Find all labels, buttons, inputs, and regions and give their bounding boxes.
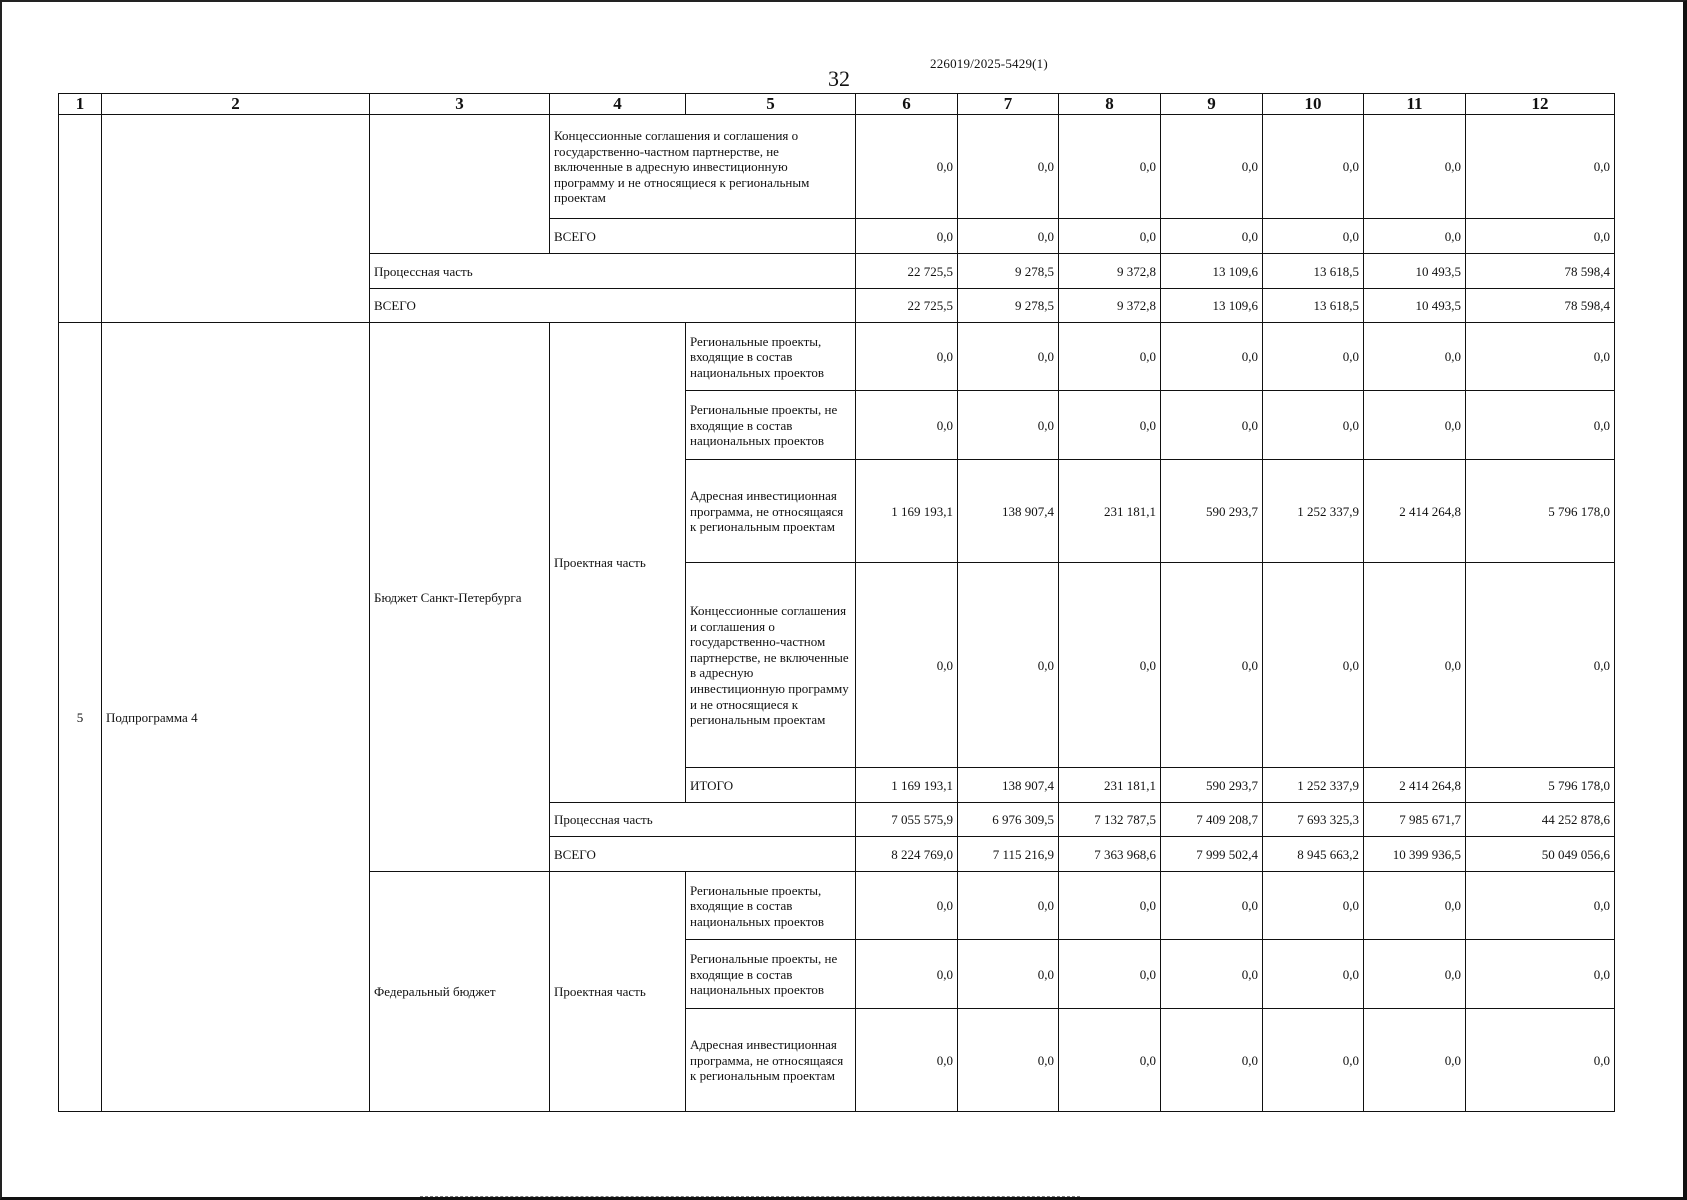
value-cell: 0,0 [856,219,958,254]
value-cell: 7 409 208,7 [1161,803,1263,837]
value-cell: 8 224 769,0 [856,837,958,872]
value-cell: 0,0 [958,391,1059,460]
value-cell: 5 796 178,0 [1466,768,1615,803]
value-cell: 13 109,6 [1161,254,1263,289]
value-cell: 0,0 [856,1009,958,1112]
source-cell [370,115,550,254]
value-cell: 0,0 [1161,872,1263,940]
value-cell: 50 049 056,6 [1466,837,1615,872]
value-cell: 9 372,8 [1059,289,1161,323]
header-cell: 2 [102,94,370,115]
header-cell: 9 [1161,94,1263,115]
funding-source: Федеральный бюджет [370,872,550,1112]
value-cell: 0,0 [1466,563,1615,768]
value-cell: 8 945 663,2 [1263,837,1364,872]
table-row [59,115,1615,219]
value-cell: 590 293,7 [1161,460,1263,563]
value-cell: 0,0 [1263,563,1364,768]
value-cell: 0,0 [1364,391,1466,460]
value-cell: 0,0 [1161,115,1263,219]
value-cell: 138 907,4 [958,768,1059,803]
value-cell: 0,0 [1263,940,1364,1009]
header-cell: 11 [1364,94,1466,115]
value-cell: 0,0 [1263,323,1364,391]
value-cell: 0,0 [1161,219,1263,254]
value-cell: 13 618,5 [1263,254,1364,289]
row-label: Процессная часть [550,803,856,837]
value-cell: 0,0 [1466,391,1615,460]
project-part-label: Проектная часть [550,872,686,1112]
value-cell: 231 181,1 [1059,768,1161,803]
value-cell: 0,0 [1364,1009,1466,1112]
value-cell: 22 725,5 [856,289,958,323]
value-cell: 0,0 [1161,940,1263,1009]
value-cell: 0,0 [1059,563,1161,768]
value-cell: 0,0 [958,115,1059,219]
value-cell: 0,0 [1059,323,1161,391]
row-label: Региональные проекты, не входящие в состав национальных проектов [686,391,856,460]
value-cell: 231 181,1 [1059,460,1161,563]
value-cell: 0,0 [1161,563,1263,768]
value-cell: 0,0 [1059,940,1161,1009]
value-cell: 0,0 [1263,115,1364,219]
value-cell: 6 976 309,5 [958,803,1059,837]
value-cell: 1 169 193,1 [856,768,958,803]
value-cell: 7 115 216,9 [958,837,1059,872]
header-cell: 1 [59,94,102,115]
value-cell: 0,0 [1466,323,1615,391]
value-cell: 1 169 193,1 [856,460,958,563]
value-cell: 138 907,4 [958,460,1059,563]
value-cell: 0,0 [1263,872,1364,940]
value-cell: 0,0 [958,563,1059,768]
value-cell: 5 796 178,0 [1466,460,1615,563]
subprogram-name: Подпрограмма 4 [102,323,370,1112]
header-cell: 12 [1466,94,1615,115]
value-cell: 9 278,5 [958,254,1059,289]
value-cell: 10 493,5 [1364,289,1466,323]
row-label: ИТОГО [686,768,856,803]
table-row [59,323,1615,391]
header-cell: 8 [1059,94,1161,115]
value-cell: 44 252 878,6 [1466,803,1615,837]
funding-source: Бюджет Санкт-Петербурга [370,323,550,872]
row-label: Концессионные соглашения и соглашения о государственно-частном партнерстве, не включенные в адресную инвестиционную программу и не относящиеся к региональным проектам [550,115,856,219]
value-cell: 9 278,5 [958,289,1059,323]
document-number: 226019/2025-5429(1) [930,56,1048,71]
value-cell: 78 598,4 [1466,254,1615,289]
value-cell: 0,0 [1466,1009,1615,1112]
value-cell: 0,0 [1364,323,1466,391]
row-label: ВСЕГО [550,837,856,872]
value-cell: 7 693 325,3 [1263,803,1364,837]
row-label: ВСЕГО [370,289,856,323]
value-cell: 0,0 [1161,1009,1263,1112]
value-cell: 0,0 [1263,219,1364,254]
value-cell: 0,0 [1466,115,1615,219]
value-cell: 0,0 [1466,219,1615,254]
value-cell: 0,0 [856,940,958,1009]
value-cell: 0,0 [1364,219,1466,254]
value-cell: 0,0 [1263,1009,1364,1112]
value-cell: 7 132 787,5 [1059,803,1161,837]
value-cell: 1 252 337,9 [1263,768,1364,803]
header-cell: 6 [856,94,958,115]
header-cell: 5 [686,94,856,115]
value-cell: 0,0 [958,219,1059,254]
value-cell: 0,0 [856,391,958,460]
value-cell: 9 372,8 [1059,254,1161,289]
row-number: 5 [59,323,102,1112]
value-cell: 0,0 [958,1009,1059,1112]
value-cell: 0,0 [856,563,958,768]
value-cell: 0,0 [1466,872,1615,940]
value-cell: 0,0 [1263,391,1364,460]
value-cell: 13 109,6 [1161,289,1263,323]
value-cell: 10 493,5 [1364,254,1466,289]
row-label: Региональные проекты, входящие в состав национальных проектов [686,872,856,940]
header-cell: 7 [958,94,1059,115]
page-number: 32 [828,66,850,91]
row-number-cell [59,115,102,323]
value-cell: 22 725,5 [856,254,958,289]
value-cell: 7 999 502,4 [1161,837,1263,872]
row-label: Адресная инвестиционная программа, не относящаяся к региональным проектам [686,1009,856,1112]
row-label: Адресная инвестиционная программа, не относящаяся к региональным проектам [686,460,856,563]
budget-table [58,93,1615,1112]
scan-artifact-line [420,1196,1080,1198]
header-row [59,94,1615,115]
value-cell: 0,0 [856,323,958,391]
value-cell: 0,0 [958,940,1059,1009]
row-label: ВСЕГО [550,219,856,254]
value-cell: 0,0 [1059,872,1161,940]
value-cell: 0,0 [1364,872,1466,940]
value-cell: 13 618,5 [1263,289,1364,323]
subprogram-cell [102,115,370,323]
project-part-label: Проектная часть [550,323,686,803]
value-cell: 1 252 337,9 [1263,460,1364,563]
row-label: Региональные проекты, не входящие в состав национальных проектов [686,940,856,1009]
header-cell: 10 [1263,94,1364,115]
value-cell: 0,0 [856,872,958,940]
header-cell: 4 [550,94,686,115]
value-cell: 0,0 [1161,391,1263,460]
value-cell: 7 985 671,7 [1364,803,1466,837]
value-cell: 0,0 [1364,563,1466,768]
value-cell: 78 598,4 [1466,289,1615,323]
value-cell: 590 293,7 [1161,768,1263,803]
value-cell: 0,0 [1059,1009,1161,1112]
value-cell: 7 055 575,9 [856,803,958,837]
header-cell: 3 [370,94,550,115]
value-cell: 0,0 [1364,115,1466,219]
value-cell: 2 414 264,8 [1364,460,1466,563]
value-cell: 0,0 [1059,115,1161,219]
row-label: Процессная часть [370,254,856,289]
value-cell: 0,0 [1059,219,1161,254]
value-cell: 0,0 [958,323,1059,391]
value-cell: 0,0 [856,115,958,219]
value-cell: 7 363 968,6 [1059,837,1161,872]
value-cell: 0,0 [958,872,1059,940]
value-cell: 0,0 [1161,323,1263,391]
row-label: Региональные проекты, входящие в состав национальных проектов [686,323,856,391]
value-cell: 10 399 936,5 [1364,837,1466,872]
row-label: Концессионные соглашения и соглашения о государственно-частном партнерстве, не включенные в адресную инвестиционную программу и не относящиеся к региональным проектам [686,563,856,768]
value-cell: 0,0 [1364,940,1466,1009]
value-cell: 2 414 264,8 [1364,768,1466,803]
value-cell: 0,0 [1059,391,1161,460]
value-cell: 0,0 [1466,940,1615,1009]
